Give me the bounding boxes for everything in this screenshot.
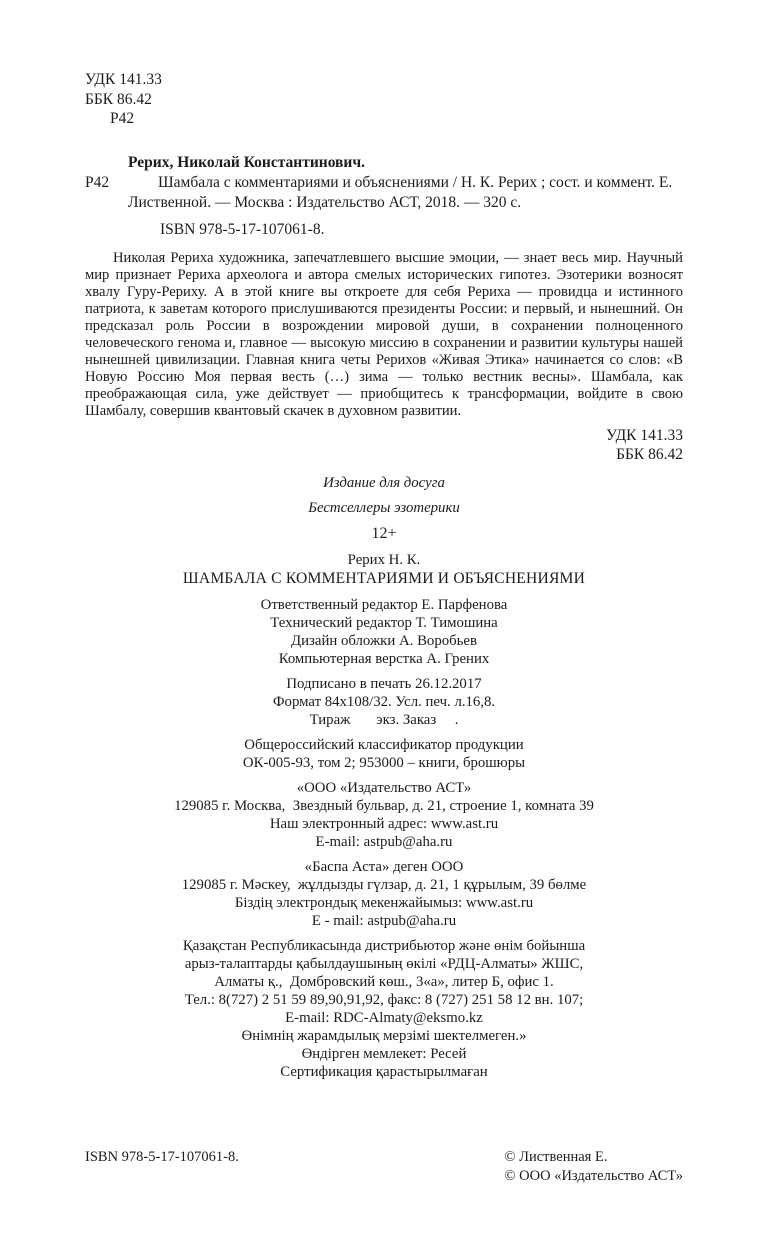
text-line: Технический редактор Т. Тимошина: [270, 614, 498, 631]
text-line: Тел.: 8(727) 2 51 59 89,90,91,92, факс: 8 (727) 251 58 12 вн. 107;: [184, 991, 584, 1008]
catalog-isbn: ISBN 978-5-17-107061-8.: [160, 220, 325, 238]
text-line: Ответственный редактор Е. Парфенова: [260, 596, 508, 613]
bbk-code: ББК 86.42: [85, 90, 152, 108]
text-line: Сертификация қарастырылмаған: [280, 1063, 488, 1080]
publisher-ru: [85, 779, 683, 851]
text-line: E - mail: astpub@aha.ru: [311, 912, 457, 929]
text-line: Біздің электрондық мекенжайымыз: www.ast.ru: [234, 894, 534, 911]
text-line: 129085 г. Мәскеу, жұлдызды гүлзар, д. 21, 1 құрылым, 39 бөлме: [181, 876, 587, 893]
text-line: «ООО «Издательство АСТ»: [296, 779, 472, 796]
catalog-entry: [85, 153, 683, 240]
text-line: E-mail: RDC-Almaty@eksmo.kz: [285, 1009, 483, 1026]
text-line: Формат 84х108/32. Усл. печ. л.16,8.: [272, 693, 496, 710]
imprint-center-block: [85, 474, 683, 1081]
print-info: [85, 675, 683, 729]
author-short: Рерих Н. К.: [347, 551, 421, 568]
publisher-kz: [85, 858, 683, 930]
product-classifier: [85, 736, 683, 772]
text-line: Алматы қ., Домбровский көш., 3«а», литер Б, офис 1.: [214, 973, 554, 990]
bbk-code-right: ББК 86.42: [616, 445, 683, 463]
text-line: Наш электронный адрес: www.ast.ru: [269, 815, 499, 832]
series-name: Бестселлеры эзотерики: [308, 499, 460, 516]
book-title: ШАМБАЛА С КОММЕНТАРИЯМИ И ОБЪЯСНЕНИЯМИ: [182, 569, 586, 587]
text-line: Қазақстан Республикасында дистрибьютор және өнім бойынша: [182, 937, 586, 954]
catalog-body: [85, 173, 683, 213]
text-line: 129085 г. Москва, Звездный бульвар, д. 21, строение 1, комната 39: [174, 797, 594, 814]
text-line: арыз-талаптарды қабылдаушының өкілі «РДЦ-Алматы» ЖШС,: [184, 955, 584, 972]
title-block: [85, 551, 683, 589]
distributor-kz: [85, 937, 683, 1081]
text-line: ОК-005-93, том 2; 953000 – книги, брошюры: [242, 754, 526, 771]
copyright-compiler: © Лиственная Е.: [504, 1149, 608, 1165]
udk-code-right: УДК 141.33: [606, 426, 683, 444]
classification-codes: [85, 70, 683, 129]
text-line: Компьютерная верстка А. Грених: [278, 650, 490, 667]
footer: [85, 1148, 683, 1186]
catalog-author: Рерих, Николай Константинович.: [128, 153, 365, 171]
footer-isbn: ISBN 978-5-17-107061-8.: [85, 1149, 239, 1165]
annotation-paragraph: Николая Рериха художника, запечатлевшего высшие эмоции, — знает весь мир. Научный мир признает Рериха археолога и автора смелых исторических гипотез. Эзотерики возносят хвалу Гуру-Рериху. А в этой книге вы откроете для себя Рериха — провидца и истинного патриота, к заветам которого прислушиваются президенты России: и первый, и нынешний. Он предсказал роль России в возрождении мировой души, в сохранении полноценного человеческого генома и, главное — высокую миссию в сохранении и развитии культуры нашей нынешней цивилизации. Главная книга четы Рерихов «Живая Этика» начинается со слов: «В Новую Россию Моя первая весть (…) зима — только вестник весны». Шамбала, как преображающая сила, уже действует — приобщитесь к трансформации, войдите в свою Шамбалу, совершив квантовый скачек в духовном развитии.: [85, 249, 683, 419]
text-line: Общероссийский классификатор продукции: [244, 736, 524, 753]
text-line: Тираж экз. Заказ .: [309, 711, 459, 728]
text-line: E-mail: astpub@aha.ru: [315, 833, 453, 850]
copyright-publisher: © ООО «Издательство АСТ»: [504, 1168, 683, 1184]
text-line: Подписано в печать 26.12.2017: [286, 675, 482, 692]
catalog-code: Р42: [85, 173, 110, 191]
age-rating: 12+: [371, 524, 397, 542]
text-line: Дизайн обложки А. Воробьев: [291, 632, 477, 649]
udk-code: УДК 141.33: [85, 71, 162, 88]
catalog-description: Шамбала с комментариями и объяснениями / Н. К. Рерих ; сост. и коммент. Е. Лиственной. — Москва : Издательство АСТ, 2018. — 320 с.: [128, 173, 673, 211]
text-line: Өнімнің жарамдылық мерзімі шектелмеген.»: [241, 1027, 527, 1044]
text-line: Өндірген мемлекет: Ресей: [301, 1045, 467, 1062]
edition-purpose: Издание для досуга: [323, 474, 445, 491]
author-sign-code: Р42: [110, 110, 135, 127]
right-classification-codes: [85, 426, 683, 464]
staff-credits: [85, 596, 683, 668]
text-line: «Баспа Аста» деген ООО: [304, 858, 464, 875]
copyright-block: [505, 1148, 683, 1186]
